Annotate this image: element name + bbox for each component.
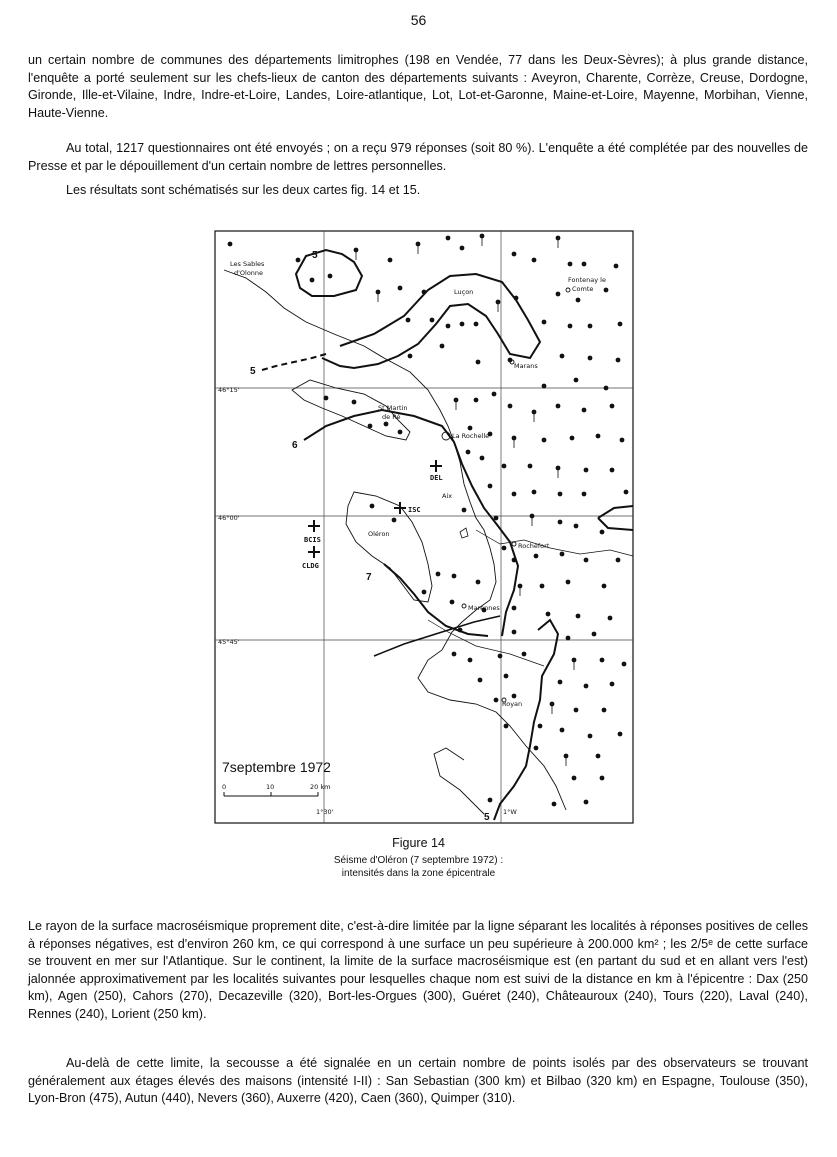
iso-label-7: 7	[366, 572, 372, 583]
station-del: DEL	[430, 474, 443, 482]
label-stmartin-1: St Martin	[378, 404, 408, 412]
scale-tick-0: 0	[222, 783, 227, 791]
scale-tick-10: 10	[266, 783, 275, 791]
station-cldg: CLDG	[302, 562, 319, 570]
label-sables-2: d'Olonne	[234, 269, 264, 277]
label-aix: Aix	[442, 492, 453, 500]
isoseismal-map	[214, 230, 634, 824]
iso-label-5-top: 5	[312, 250, 318, 261]
label-royan: Royan	[502, 700, 523, 708]
figure-14-map	[214, 230, 634, 824]
iso-label-6: 6	[292, 440, 298, 451]
label-lat-4600: 46°00'	[218, 514, 240, 522]
label-oleron: Oléron	[368, 530, 390, 538]
label-fontenay-2: Comte	[572, 285, 594, 293]
station-isc: ISC	[408, 506, 421, 514]
paragraph-questionnaires: Au total, 1217 questionnaires ont été envoyés ; on a reçu 979 réponses (soit 80 %). L'enquête a été complétée par des nouvelles de Presse et par le dépouillement d'un certain nombre de lettres personnelles.	[28, 141, 808, 173]
paragraph-isolated-points: Au-delà de cette limite, la secousse a été signalée en un certain nombre de points isolés par des observateurs se trouvant généralement aux étages élevés des maisons (intensité I-II) : San Sebastian (300 km) et Bilbao (320 km) en Espagne, Toulouse (350), Lyon-Bron (475), Autun (440), Nevers (360), Auxerre (420), Caen (360), Quimper (310).	[28, 1056, 808, 1105]
label-rochefort: Rochefort	[518, 542, 550, 550]
figure-caption-line-1: Séisme d'Oléron (7 septembre 1972) :	[333, 855, 504, 866]
label-stmartin-2: de Ré	[382, 413, 401, 421]
figure-caption-line-2: intensités dans la zone épicentrale	[341, 868, 496, 879]
figure-title: Figure 14	[392, 836, 445, 850]
iso-label-5-west: 5	[250, 366, 256, 377]
paragraph-macroseismic-radius: Le rayon de la surface macroséismique proprement dite, c'est-à-dire limitée par la ligne séparant les localités à réponses positives de celles à réponses négatives, est d'environ 260 km, ce qui correspond à une surface un peu supérieure à 200.000 km² ; les 2/5ᵉ de cette surface se trouvent en mer sur l'Atlantique. Sur le continent, la limite de la surface macroséismique est (en partant du sud et en allant vers l'est) jalonnée approximativement par les localités suivantes pour lesquelles chaque nom est suivi de la distance en km à l'épicentre : Dax (250 km), Agen (250), Cahors (270), Decazeville (320), Bort-les-Orgues (300), Guéret (240), Châteauroux (240), Tours (220), Laval (240), Rennes (240), Lorient (250 km).	[28, 919, 808, 1021]
label-sables-1: Les Sables	[230, 260, 265, 268]
map-date-label: 7septembre 1972	[222, 759, 331, 775]
label-lucon: Luçon	[454, 288, 474, 296]
scale-tick-20: 20 km	[310, 783, 331, 791]
label-lon-1: 1°W	[503, 808, 517, 816]
label-marennes: Marennes	[468, 604, 500, 612]
page-number: 56	[410, 12, 427, 28]
label-lat-4545: 45°45'	[218, 638, 240, 646]
iso-label-5-bottom: 5	[484, 812, 490, 823]
station-bcis: BCIS	[304, 536, 321, 544]
paragraph-departments: un certain nombre de communes des départements limitrophes (198 en Vendée, 77 dans les Deux-Sèvres); à plus grande distance, l'enquête a porté seulement sur les chefs-lieux de canton des départements suivants : Aveyron, Charente, Corrèze, Creuse, Dordogne, Gironde, Ille-et-Vilaine, Indre, Indre-et-Loire, Landes, Loire-atlantique, Lot, Lot-et-Garonne, Maine-et-Loire, Mayenne, Morbihan, Vienne, Haute-Vienne.	[28, 53, 808, 120]
label-la-rochelle: La Rochelle	[452, 432, 490, 440]
paragraph-results: Les résultats sont schématisés sur les deux cartes fig. 14 et 15.	[66, 183, 421, 197]
figure-caption	[0, 854, 837, 880]
label-marans: Marans	[514, 362, 538, 370]
label-lon-130: 1°30'	[316, 808, 334, 816]
map-frame	[215, 231, 633, 823]
label-fontenay-1: Fontenay le	[568, 276, 606, 284]
label-lat-4615: 46°15'	[218, 386, 240, 394]
